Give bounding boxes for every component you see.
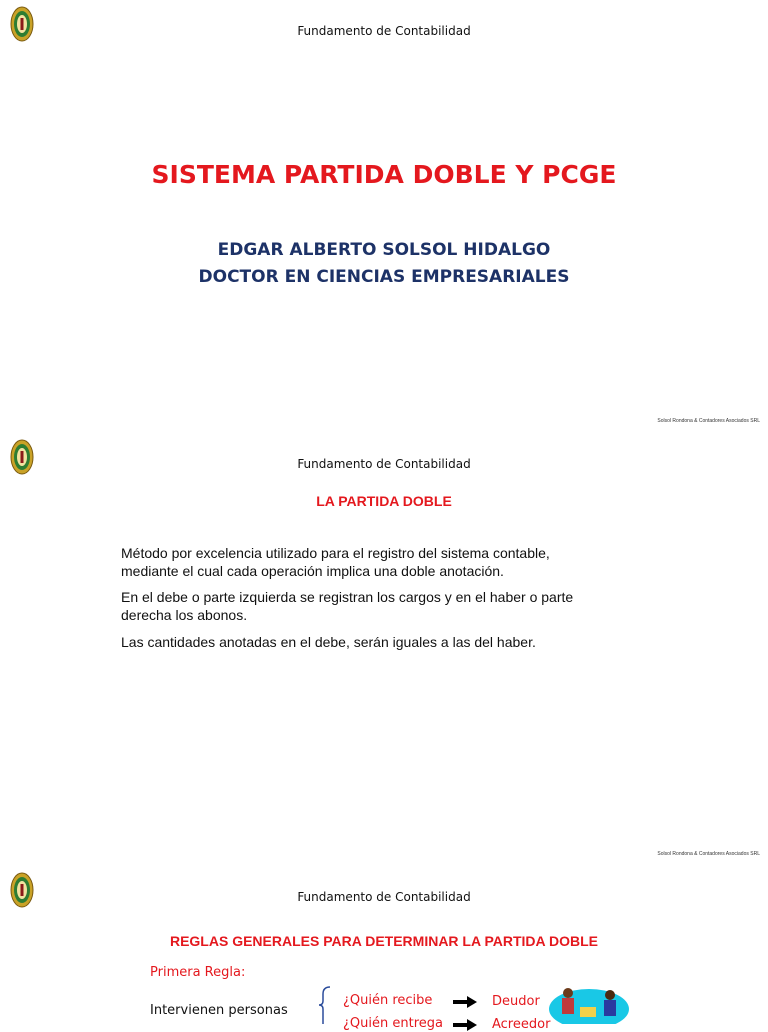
result-debtor: Deudor <box>492 994 540 1009</box>
slide-footer: Solsol Rondona & Contadores Asociados SRL <box>657 851 760 857</box>
slide-footer: Solsol Rondona & Contadores Asociados SRL <box>657 418 760 424</box>
result-creditor: Acreedor <box>492 1017 551 1032</box>
slide-title: REGLAS GENERALES PARA DETERMINAR LA PARTIDA DOBLE <box>169 933 599 949</box>
slide-title: LA PARTIDA DOBLE <box>316 493 452 509</box>
slide-title: SISTEMA PARTIDA DOBLE Y PCGE <box>151 160 617 189</box>
rule-label: Primera Regla: <box>150 965 246 980</box>
paragraph: En el debe o parte izquierda se registran los cargos y en el haber o parte derecha los abonos. <box>121 589 574 623</box>
brace-icon <box>318 986 332 1024</box>
rule-text: Intervienen personas <box>150 1003 288 1018</box>
paragraph: Las cantidades anotadas en el debe, serán iguales a las del haber. <box>121 634 536 650</box>
paragraph: Método por excelencia utilizado para el registro del sistema contable, mediante el cual cada operación implica una doble anotación. <box>121 545 550 579</box>
question-receive: ¿Quién recibe <box>343 993 433 1008</box>
slide-2 <box>0 433 768 866</box>
people-illustration-icon <box>548 983 630 1024</box>
arrow-right-icon <box>452 1018 478 1032</box>
slide-header: Fundamento de Contabilidad <box>297 890 471 904</box>
arrow-right-icon <box>452 995 478 1009</box>
slide-1 <box>0 0 768 433</box>
author-name: EDGAR ALBERTO SOLSOL HIDALGO <box>217 240 551 260</box>
author-degree: DOCTOR EN CIENCIAS EMPRESARIALES <box>198 267 570 287</box>
question-deliver: ¿Quién entrega <box>343 1016 443 1031</box>
slide-header: Fundamento de Contabilidad <box>297 457 471 471</box>
slide-header: Fundamento de Contabilidad <box>297 24 471 38</box>
